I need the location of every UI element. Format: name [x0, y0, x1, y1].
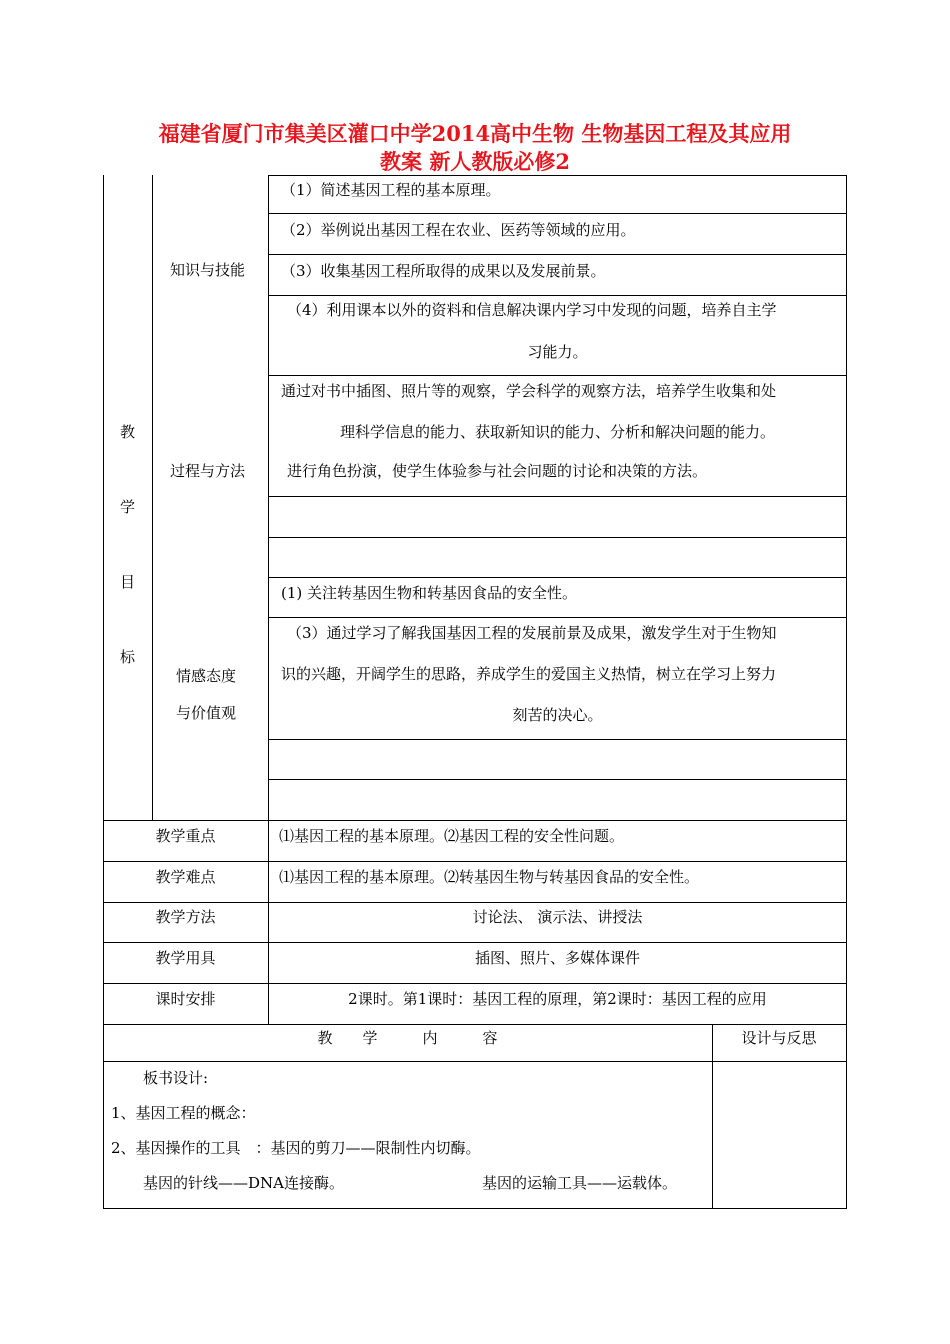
board-line: 基因的运输工具——运载体。	[482, 1174, 678, 1192]
knowledge-skills-label: 知识与技能	[170, 261, 246, 279]
key-points-value: ⑴基因工程的基本原理。⑵基因工程的安全性问题。	[279, 827, 625, 845]
table-line	[268, 295, 847, 296]
document-title-line2: 教案 新人教版必修2	[380, 149, 570, 174]
table-line	[103, 983, 847, 984]
table-divider	[712, 1024, 713, 1209]
objectives-label-char: 目	[120, 573, 136, 591]
knowledge-item: （1）简述基因工程的基本原理。	[281, 181, 501, 199]
attitude-label-line1: 情感态度	[176, 667, 237, 685]
board-line: 2、基因操作的工具 ：基因的剪刀——限制性内切酶。	[111, 1139, 481, 1157]
teaching-tools-label: 教学用具	[155, 949, 216, 967]
table-border-left	[103, 175, 104, 1209]
board-heading: 板书设计:	[143, 1069, 209, 1087]
document-title-line1: 福建省厦门市集美区灌口中学2014高中生物 生物基因工程及其应用	[158, 121, 792, 146]
teaching-tools-value: 插图、照片、多媒体课件	[474, 949, 640, 967]
knowledge-item: （4）利用课本以外的资料和信息解决课内学习中发现的问题，培养自主学	[287, 301, 777, 319]
schedule-label: 课时安排	[155, 990, 216, 1008]
process-item: 理科学信息的能力、获取新知识的能力、分析和解决问题的能力。	[339, 423, 775, 441]
table-line	[103, 902, 847, 903]
knowledge-item: （2）举例说出基因工程在农业、医药等领域的应用。	[281, 221, 636, 239]
table-line	[103, 1024, 847, 1025]
table-line	[268, 779, 847, 780]
table-line	[103, 942, 847, 943]
key-points-label: 教学重点	[155, 827, 216, 845]
process-method-label: 过程与方法	[170, 462, 246, 480]
table-line	[103, 861, 847, 862]
table-line	[103, 820, 847, 821]
attitude-item: （3）通过学习了解我国基因工程的发展前景及成果，激发学生对于生物知	[287, 624, 777, 642]
table-line	[268, 213, 847, 214]
design-reflection-header: 设计与反思	[741, 1029, 817, 1047]
knowledge-item: （3）收集基因工程所取得的成果以及发展前景。	[281, 262, 606, 280]
attitude-label-line2: 与价值观	[176, 704, 237, 722]
difficult-points-value: ⑴基因工程的基本原理。⑵转基因生物与转基因食品的安全性。	[279, 868, 700, 886]
teaching-method-label: 教学方法	[155, 908, 216, 926]
knowledge-item: 习能力。	[527, 343, 588, 361]
table-line	[268, 496, 847, 497]
difficult-points-label: 教学难点	[155, 868, 216, 886]
objectives-label-char: 学	[120, 498, 136, 516]
table-line	[268, 617, 847, 618]
table-line	[103, 1061, 847, 1062]
objectives-label-char: 教	[120, 423, 136, 441]
table-line	[268, 175, 847, 176]
content-header: 教 学 内 容	[317, 1029, 498, 1047]
table-line	[268, 375, 847, 376]
table-border-bottom	[103, 1208, 847, 1209]
table-line	[268, 577, 847, 578]
table-line	[268, 537, 847, 538]
schedule-value: 2课时。第1课时：基因工程的原理，第2课时：基因工程的应用	[348, 990, 767, 1008]
teaching-method-value: 讨论法、 演示法、讲授法	[472, 908, 643, 926]
table-border-right	[846, 175, 847, 1209]
objectives-label-char: 标	[120, 648, 136, 666]
board-line: 基因的针线——DNA连接酶。	[143, 1174, 344, 1192]
table-divider	[152, 175, 153, 820]
process-item: 通过对书中插图、照片等的观察，学会科学的观察方法，培养学生收集和处	[281, 382, 777, 400]
table-divider	[268, 175, 269, 1024]
process-item: 进行角色扮演，使学生体验参与社会问题的讨论和决策的方法。	[287, 462, 708, 480]
table-line	[268, 739, 847, 740]
attitude-item: 识的兴趣，开阔学生的思路，养成学生的爱国主义热情，树立在学习上努力	[281, 665, 777, 683]
table-line	[268, 254, 847, 255]
attitude-item: (1) 关注转基因生物和转基因食品的安全性。	[281, 584, 578, 602]
board-line: 1、基因工程的概念：	[111, 1104, 256, 1122]
attitude-item: 刻苦的决心。	[512, 706, 603, 724]
